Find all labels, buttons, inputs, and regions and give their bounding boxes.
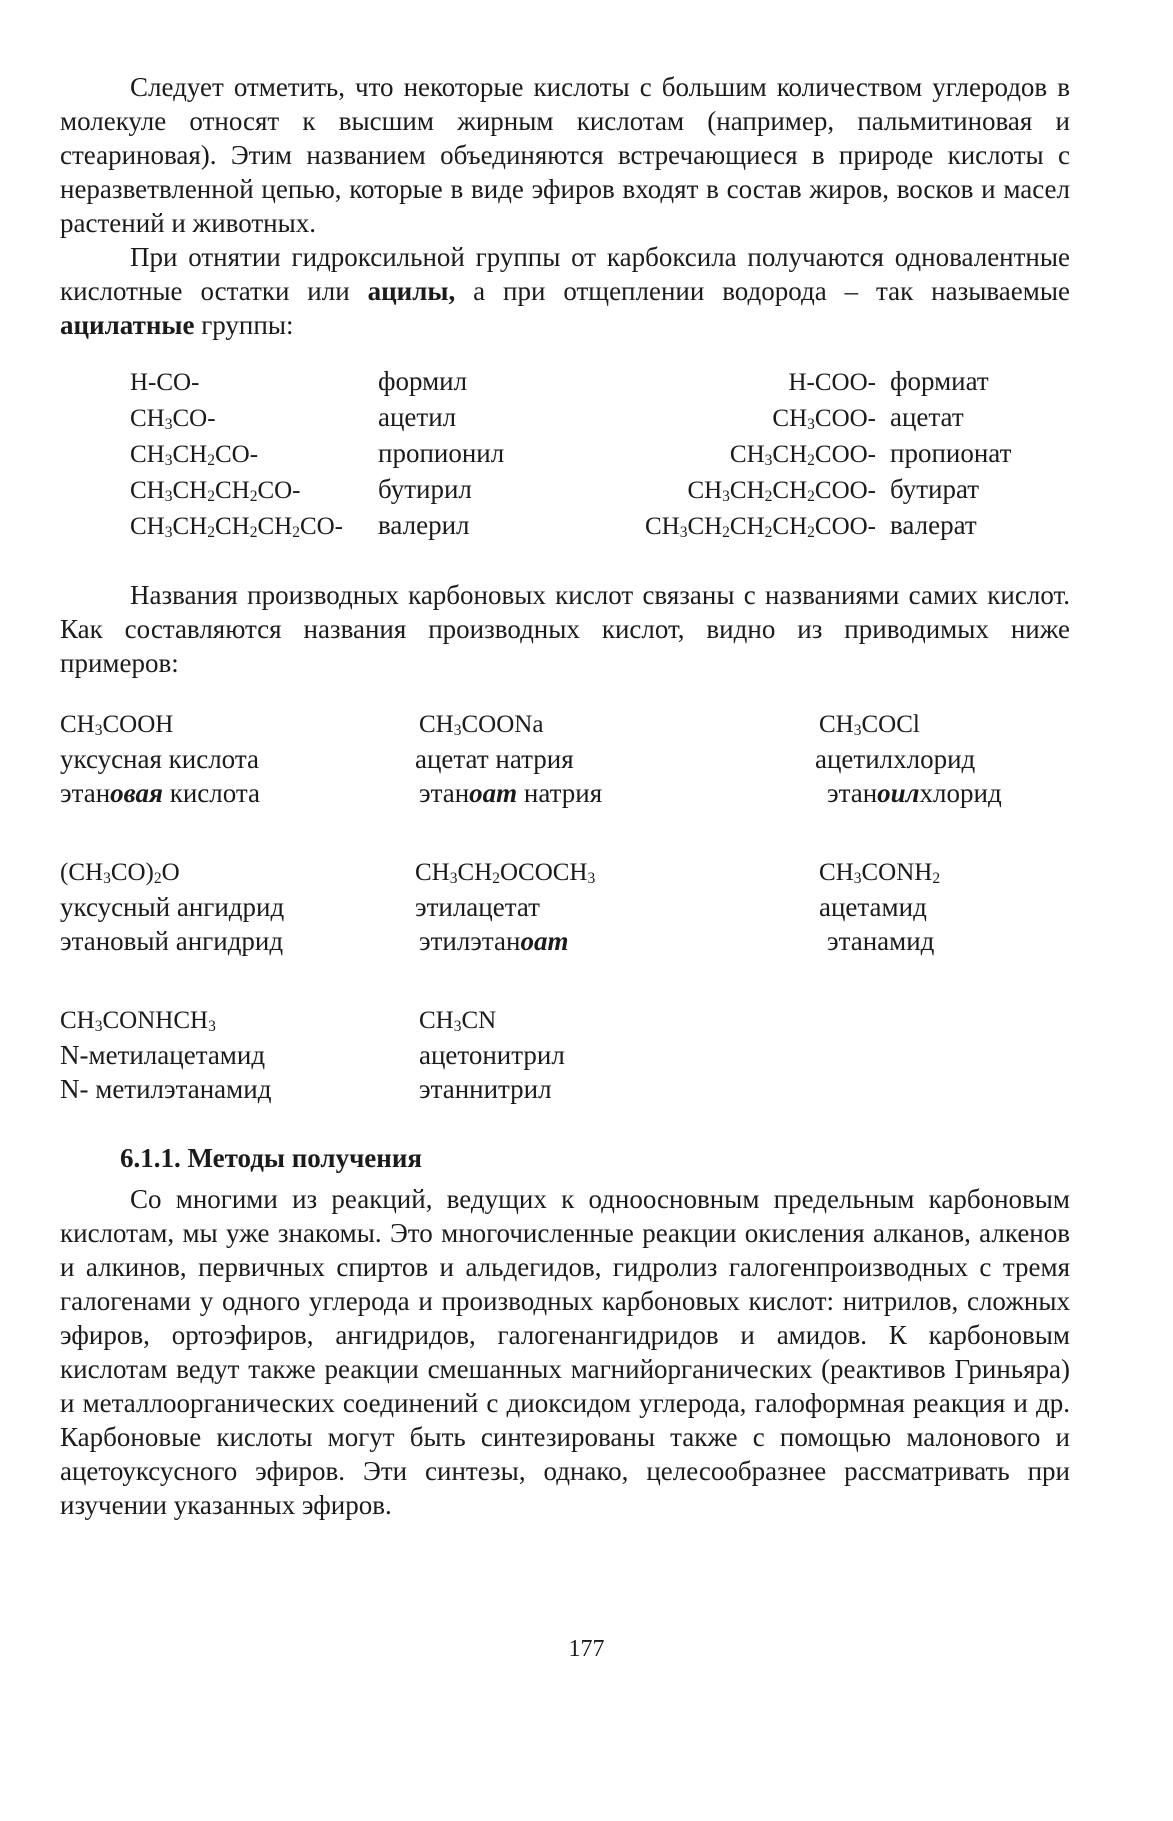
acylate-name: валерат [890,510,977,540]
derivative-iupac-name [815,924,1070,958]
iupac-stem: этан [827,778,878,808]
derivative-formula: $CH_3COCl$ [819,711,920,739]
section-heading: 6.1.1. Методы получения [120,1143,423,1173]
acylate-name: бутират [890,474,980,504]
page-body [60,70,1070,1522]
term-acylates: ацилатные [60,310,195,340]
acyl-row [130,364,1040,400]
derivative-iupac-name [415,776,815,810]
derivative-iupac-name [60,776,415,810]
acylate-name: формиат [890,366,989,396]
derivative-entry [815,856,1070,958]
derivative-formula: $CH_3CONH_2$ [819,859,941,887]
derivative-trivial-name: этилацетат [415,892,540,922]
acylate-formula: H-COO- [788,369,876,396]
iupac-stem: этановый ангидрид [60,926,284,956]
derivative-formula: $CH_3CH_2OCOCH_3$ [415,859,596,887]
paragraph-acyl-text-2: а при отщеплении водорода – так называемые [455,276,1070,306]
acylate-formula: $CH_3CH_2CH_2CH_2COO-$ [644,513,876,541]
iupac-suffix-emphasis: оат [469,778,518,808]
derivative-iupac-name [60,1072,415,1106]
acyl-row [130,472,1040,508]
derivative-entry [60,1004,415,1106]
acyl-formula: $CH_3CH_2CH_2CO-$ [130,477,301,505]
iupac-stem: этаннитрил [419,1074,552,1104]
derivative-formula: $CH_3CN$ [419,1007,497,1035]
derivative-trivial-name: N-метилацетамид [60,1040,266,1070]
derivatives-grid [60,708,1070,1106]
acyl-formula: $CH_3CO-$ [130,405,216,433]
derivative-trivial-name: ацетамид [819,892,927,922]
acyl-acylate-table [130,364,1040,544]
derivative-trivial-name: ацетат натрия [415,744,574,774]
iupac-ending: хлорид [919,778,1002,808]
derivative-entry [815,708,1070,810]
derivative-trivial-name: уксусный ангидрид [60,892,285,922]
derivative-trivial-name: ацетилхлорид [815,744,976,774]
iupac-stem: этан [60,778,111,808]
acylate-formula: $CH_3COO-$ [772,405,876,433]
derivative-iupac-name [415,924,815,958]
acyl-name: ацетил [378,402,457,432]
derivative-trivial-name: ацетонитрил [419,1040,565,1070]
acyl-formula: $CH_3CH_2CO-$ [130,441,259,469]
derivative-iupac-name [60,924,415,958]
derivative-entry [415,856,815,958]
derivative-trivial-name: уксусная кислота [60,744,259,774]
acyl-name: бутирил [378,474,472,504]
paragraph-preparation-methods: Со многими из реакций, ведущих к одноосновным предельным карбоновым кислотам, мы уже знакомы. Это многочисленные реакции окисления алканов, алкенов и алкинов, первичных спиртов и альдегидов, гидролиз галогенпроизводных с тремя галогенами у одного углерода и производных карбоновых кислот: нитрилов, сложных эфиров, ортоэфиров, ангидридов, галогенангидридов и амидов. К карбоновым кислотам ведут также реакции смешанных магнийорганических (реактивов Гриньяра) и металлоорганических соединений с диоксидом углерода, галоформная реакция и др. Карбоновые кислоты могут быть синтезированы также с помощью малонового и ацетоуксусного эфиров. Эти синтезы, однако, целесообразнее рассматривать при изучении указанных эфиров. [60,1184,1070,1520]
iupac-suffix-emphasis: овая [110,778,163,808]
acyl-row [130,436,1040,472]
acyl-formula: H-CO- [130,369,200,396]
acyl-table-body [130,364,1040,544]
derivative-formula: $CH_3COONa$ [419,711,544,739]
acyl-name: валерил [378,510,470,540]
acyl-row [130,508,1040,544]
derivative-entry [415,708,815,810]
term-acyls: ацилы, [367,276,456,306]
acylate-formula: $CH_3CH_2COO-$ [729,441,876,469]
derivative-iupac-name [815,776,1070,810]
paragraph-derivative-names: Названия производных карбоновых кислот связаны с названиями самих кислот. Как составляются названия производных кислот, видно из приводимых ниже примеров: [60,580,1070,678]
derivative-iupac-name [415,1072,815,1106]
iupac-stem: N- метилэтанамид [60,1074,272,1104]
iupac-stem: этилэтан [419,926,521,956]
paragraph-acyl-groups [60,240,1070,342]
iupac-ending: натрия [517,778,603,808]
iupac-suffix-emphasis: оил [877,778,920,808]
acyl-name: формил [378,366,468,396]
paragraph-acyl-text-3: группы: [194,310,294,340]
derivative-formula: $CH_3CONHCH_3$ [60,1007,216,1035]
acylate-name: ацетат [890,402,964,432]
derivative-entry [60,856,415,958]
iupac-stem: этанамид [827,926,935,956]
iupac-suffix-emphasis: оат [520,926,569,956]
paragraph-acyl-text-1: При отнятии гидроксильной группы от карбоксила получаются одновалентные кислотные остатки или [60,242,1070,306]
derivative-formula: $(CH_3CO)_2O$ [60,859,180,887]
acylate-formula: $CH_3CH_2CH_2COO-$ [687,477,876,505]
acylate-name: пропионат [890,438,1012,468]
acyl-formula: $CH_3CH_2CH_2CH_2CO-$ [130,513,343,541]
acyl-row [130,400,1040,436]
derivative-entry [60,708,415,810]
iupac-stem: этан [419,778,470,808]
iupac-ending: кислота [162,778,260,808]
paragraph-higher-fatty-acids: Следует отметить, что некоторые кислоты с большим количеством углеродов в молекуле относят к высшим жирным кислотам (например, пальмитиновая и стеариновая). Этим названием объединяются встречающиеся в природе кислоты с неразветвленной цепью, которые в виде эфиров входят в состав жиров, восков и масел растений и животных. [60,72,1070,238]
page-number: 177 [568,1636,605,1662]
acyl-name: пропионил [378,438,505,468]
derivative-formula: $CH_3COOH$ [60,711,174,739]
derivative-entry [415,1004,815,1106]
